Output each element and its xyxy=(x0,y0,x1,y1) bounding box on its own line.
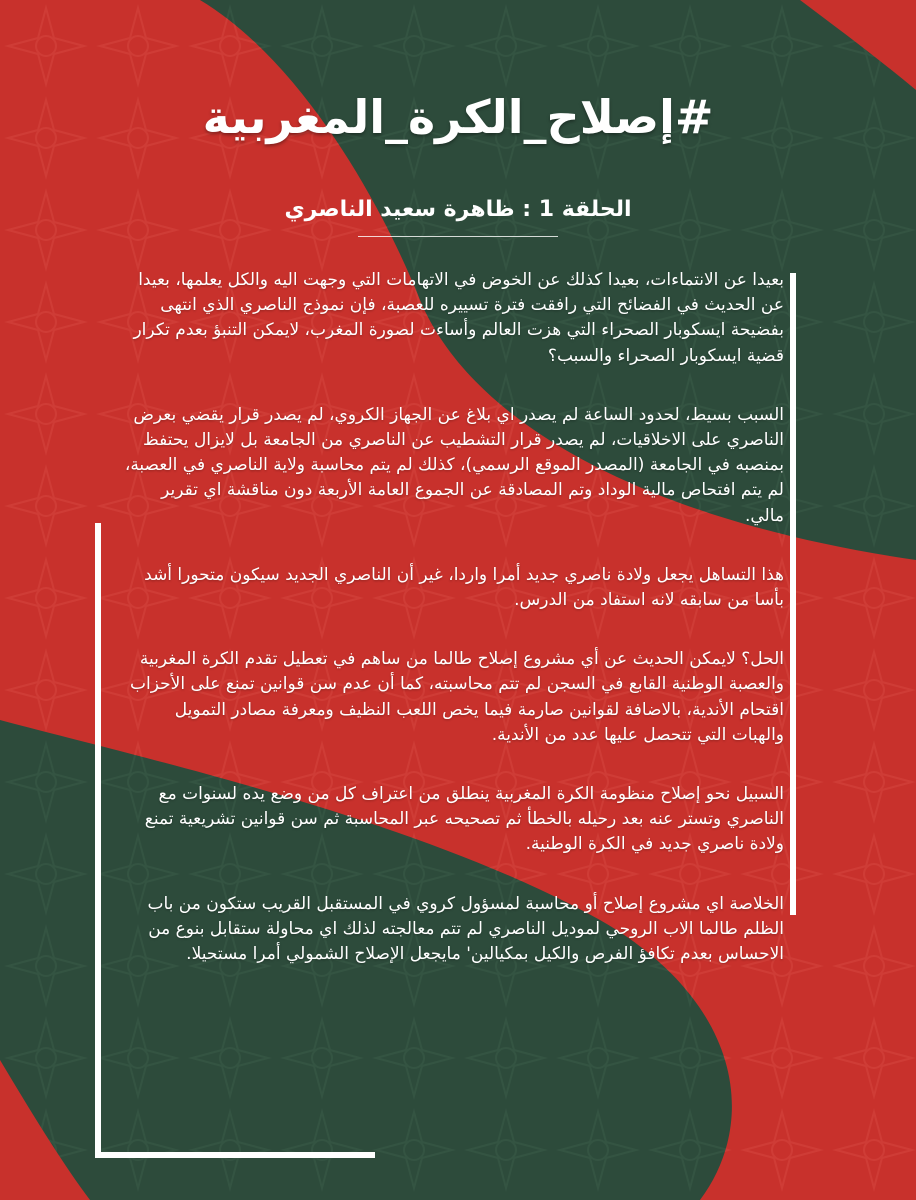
frame-bar-right xyxy=(790,273,796,915)
paragraph-5: السبيل نحو إصلاح منظومة الكرة المغربية ينطلق من اعتراف كل من وضع يده لسنوات مع الناصري وتستر عنه بعد رحيله بالخطأ ثم تصحيحه عبر المحاسبة ثم سن قوانين تشريعية تمنع ولادة ناصري جديد في الكرة الوطنية. xyxy=(144,784,784,855)
title-divider xyxy=(358,236,558,237)
paragraph-2: السبب بسيط، لحدود الساعة لم يصدر اي بلاغ عن الجهاز الكروي، لم يصدر قرار يقضي بعرض الناصري على الاخلاقيات، لم يصدر قرار التشطيب عن الناصري من الجامعة بل لايزال يحتفظ بمنصبه في الجامعة (المصدر الموقع الرسمي)، كذلك لم يتم محاسبة ولاية الناصري في العصبة، لم يتم افتحاص مالية الوداد وتم المصادقة عن الجموع العامة الأربعة دون مناقشة اي تقرير مالي. xyxy=(124,404,784,526)
paragraph-1: بعيدا عن الانتماءات، بعيدا كذلك عن الخوض في الاتهامات التي وجهت اليه والكل يعلمها، بعيدا عن الحديث في الفضائح التي رافقت فترة تسييره للعصبة، فإن نموذج الناصري الذي انتهى بفضيحة ايسكوبار الصحراء التي هزت العالم وأساءت لصورة المغرب، لايمكن التنبؤ بعدم تكرار قضية ايسكوبار الصحراء والسبب؟ xyxy=(133,270,784,366)
frame-bar-bottom xyxy=(95,1152,375,1158)
paragraph-4: الحل؟ لايمكن الحديث عن أي مشروع إصلاح طالما من ساهم في تعطيل تقدم الكرة المغربية والعصبة الوطنية القابع في السجن لم تتم محاسبته، كما أن عدم سن قوانين تمنع على الأحزاب اقتحام الأندية، بالاضافة لقوانين صارمة فيما يخص اللعب النظيف ومعرفة مصادر التمويل والهبات التي تتحصل عليها عدد من الأندية. xyxy=(130,649,784,745)
frame-bar-left xyxy=(95,523,101,1158)
paragraph-3: هذا التساهل يجعل ولادة ناصري جديد أمرا واردا، غير أن الناصري الجديد سيكون متحورا أشد بأسا من سابقه لانه استفاد من الدرس. xyxy=(144,564,784,611)
paragraph-6: الخلاصة اي مشروع إصلاح أو محاسبة لمسؤول كروي في المستقبل القريب ستكون من باب الظلم طالما الاب الروحي لموديل الناصري لم تتم معالجته لذلك اي محاولة ستقابل بنوع من الاحساس بعدم تكافؤ الفرص والكيل بمكيالين' مايجعل الإصلاح الشمولي أمرا مستحيلا. xyxy=(147,893,784,965)
article-body xyxy=(118,268,784,1138)
poster-title: #إصلاح_الكرة_المغربية xyxy=(202,90,714,144)
episode-subtitle: الحلقة 1 : ظاهرة سعيد الناصري xyxy=(284,197,632,222)
